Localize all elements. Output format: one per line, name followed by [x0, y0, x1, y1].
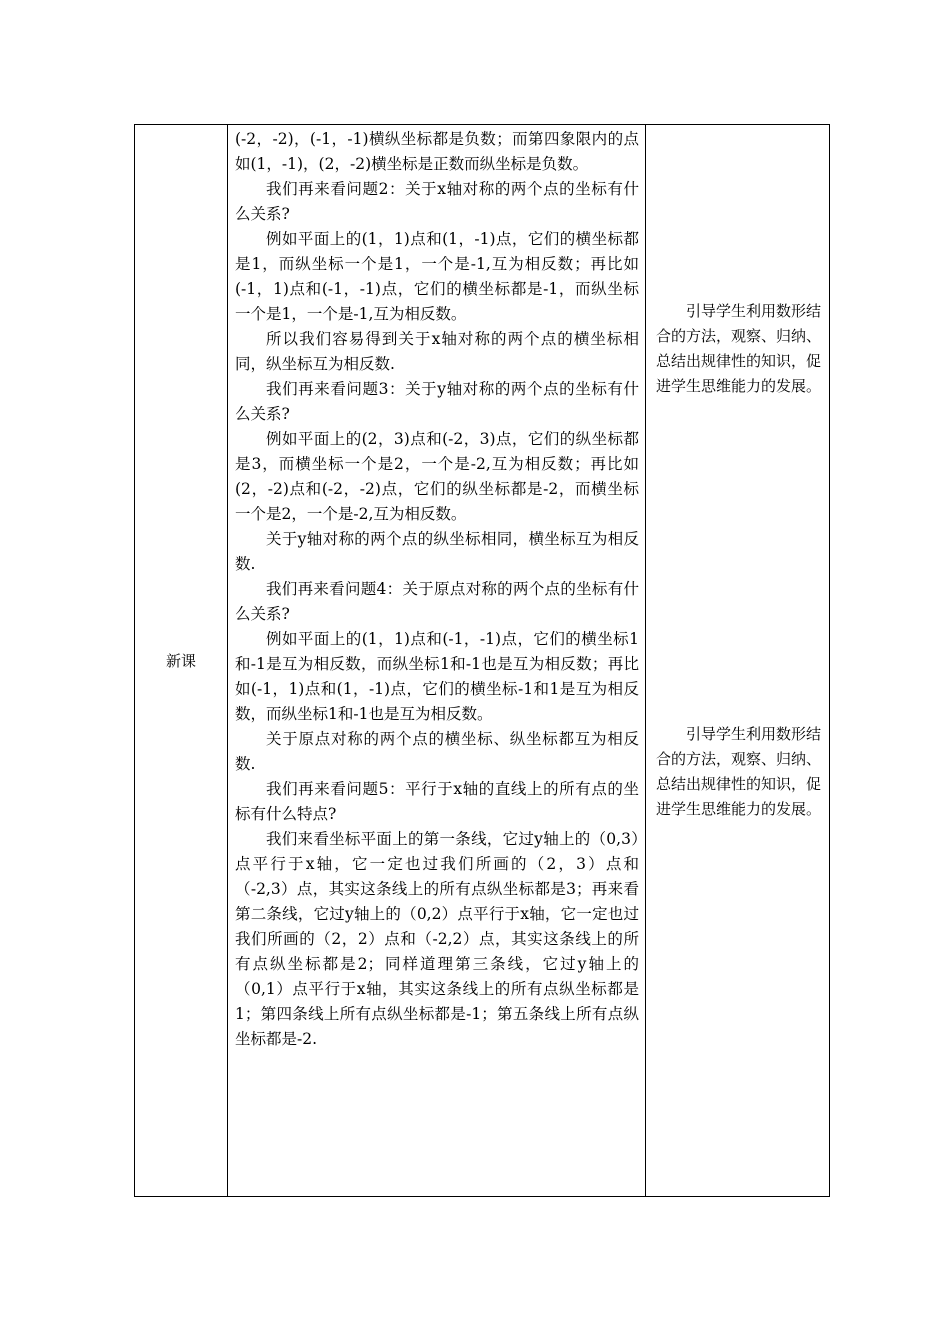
content-paragraph: 所以我们容易得到关于x轴对称的两个点的横坐标相同，纵坐标互为相反数. [235, 330, 639, 373]
design-intent-note: 引导学生利用数形结合的方法，观察、归纳、总结出规律性的知识，促进学生思维能力的发展。 [656, 302, 822, 395]
section-label-cell [135, 125, 228, 1197]
table-row [135, 125, 830, 1197]
content-paragraph: 例如平面上的(2，3)点和(-2，3)点，它们的纵坐标都是3，而横坐标一个是2，一个是-2,互为相反数；再比如(2，-2)点和(-2，-2)点，它们的纵坐标都是-2，而横坐标一个是2，一个是-2,互为相反数。 [235, 430, 639, 523]
section-label: 新课 [165, 652, 196, 670]
content-paragraph: 我们再来看问题2：关于x轴对称的两个点的坐标有什么关系? [235, 180, 639, 223]
design-intent-cell [646, 125, 830, 1197]
content-paragraph: 我们再来看问题3：关于y轴对称的两个点的坐标有什么关系? [235, 380, 639, 423]
content-paragraph: 例如平面上的(1，1)点和(-1，-1)点，它们的横坐标1和-1是互为相反数，而纵坐标1和-1也是互为相反数；再比如(-1，1)点和(1，-1)点，它们的横坐标-1和1是互为相反数，而纵坐标1和-1也是互为相反数。 [235, 630, 639, 723]
content-paragraph: 例如平面上的(1，1)点和(1，-1)点，它们的横坐标都是1，而纵坐标一个是1，一个是-1,互为相反数；再比如(-1，1)点和(-1，-1)点，它们的横坐标都是-1，而纵坐标一个是1，一个是-1,互为相反数。 [235, 230, 639, 323]
lesson-plan-table [134, 124, 830, 1197]
content-paragraph: 关于原点对称的两个点的横坐标、纵坐标都互为相反数. [235, 730, 639, 773]
content-paragraph: 我们来看坐标平面上的第一条线，它过y轴上的（0,3）点平行于x轴，它一定也过我们所画的（2，3）点和（-2,3）点，其实这条线上的所有点纵坐标都是3；再来看第二条线，它过y轴上的（0,2）点平行于x轴，它一定也过我们所画的（2，2）点和（-2,2）点，其实这条线上的所有点纵坐标都是2；同样道理第三条线，它过y轴上的（0,1）点平行于x轴，其实这条线上的所有点纵坐标都是1；第四条线上所有点纵坐标都是-1；第五条线上所有点纵坐标都是-2. [235, 830, 639, 1048]
teaching-content-cell [228, 125, 646, 1197]
design-intent-note: 引导学生利用数形结合的方法，观察、归纳、总结出规律性的知识，促进学生思维能力的发展。 [656, 725, 822, 818]
content-paragraph: 关于y轴对称的两个点的纵坐标相同，横坐标互为相反数. [235, 530, 639, 573]
content-paragraph: 我们再来看问题4：关于原点对称的两个点的坐标有什么关系? [235, 580, 639, 623]
content-paragraph: (-2，-2)，(-1，-1)横纵坐标都是负数；而第四象限内的点如(1，-1)，(2，-2)横坐标是正数而纵坐标是负数。 [235, 130, 639, 173]
content-paragraph: 我们再来看问题5：平行于x轴的直线上的所有点的坐标有什么特点? [235, 780, 639, 823]
